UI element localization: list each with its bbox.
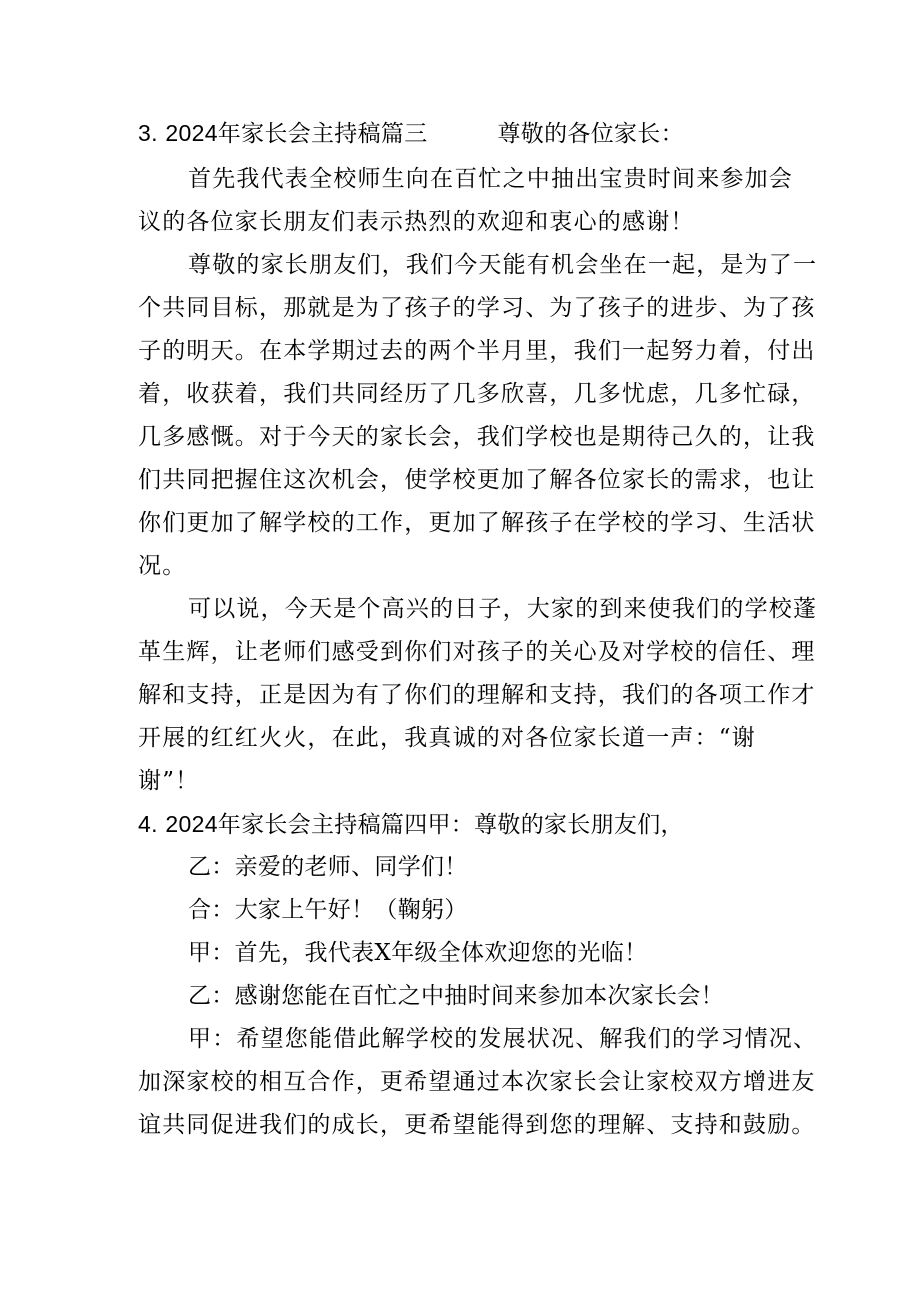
dialogue-line: 合：大家上午好！（鞠躬） [188, 897, 468, 923]
paragraph-line: 谢”！ [138, 768, 200, 794]
paragraph-line: 开展的红红火火，在此，我真诚的对各位家长道一声：“谢 [138, 725, 756, 751]
paragraph-line: 议的各位家长朋友们表示热烈的欢迎和衷心的感谢！ [138, 209, 695, 235]
dialogue-line: 谊共同促进我们的成长，更希望能得到您的理解、支持和鼓励。 [138, 1112, 816, 1138]
section-3-salutation: 尊敬的各位家长： [497, 121, 684, 147]
section-4-number: 4. [138, 811, 158, 837]
paragraph-line: 可以说，今天是个高兴的日子，大家的到来使我们的学校蓬 [188, 596, 818, 622]
paragraph-line: 解和支持，正是因为有了你们的理解和支持，我们的各项工作才 [138, 682, 816, 708]
section-4-title: 2024年家长会主持稿篇四 [165, 811, 428, 837]
paragraph-line: 尊敬的家长朋友们，我们今天能有机会坐在一起，是为了一 [188, 252, 818, 278]
paragraph-line: 你们更加了解学校的工作，更加了解孩子在学校的学习、生活状 [138, 510, 816, 536]
paragraph-line: 着，收获着，我们共同经历了几多欣喜，几多忧虑，几多忙碌， [138, 381, 816, 407]
section-3-number: 3. [138, 120, 158, 146]
paragraph-line: 况。 [138, 553, 187, 579]
paragraph-line: 首先我代表全校师生向在百忙之中抽出宝贵时间来参加会 [188, 166, 793, 192]
dialogue-line: 甲：希望您能借此解学校的发展状况、解我们的学习情况、 [188, 1026, 818, 1052]
dialogue-line: 乙：感谢您能在百忙之中抽时间来参加本次家长会！ [188, 983, 724, 1009]
paragraph-line: 们共同把握住这次机会，使学校更加了解各位家长的需求，也让 [138, 467, 816, 493]
dialogue-line: 甲：首先，我代表X年级全体欢迎您的光临！ [188, 940, 648, 966]
section-3-title: 2024年家长会主持稿篇三 [165, 120, 428, 146]
dialogue-line: 加深家校的相互合作，更希望通过本次家长会让家校双方增进友 [138, 1069, 816, 1095]
paragraph-line: 子的明天。在本学期过去的两个半月里，我们一起努力着，付出 [138, 338, 816, 364]
paragraph-line: 个共同目标，那就是为了孩子的学习、为了孩子的进步、为了孩 [138, 295, 816, 321]
dialogue-line: 乙：亲爱的老师、同学们！ [188, 854, 468, 880]
paragraph-line: 几多感慨。对于今天的家长会，我们学校也是期待己久的，让我 [138, 424, 816, 450]
paragraph-line: 革生辉，让老师们感受到你们对孩子的关心及对学校的信任、理 [138, 639, 816, 665]
section-4-heading [138, 809, 684, 840]
section-4-heading-rest: 甲：尊敬的家长朋友们， [427, 812, 684, 838]
section-3-heading [138, 118, 684, 149]
